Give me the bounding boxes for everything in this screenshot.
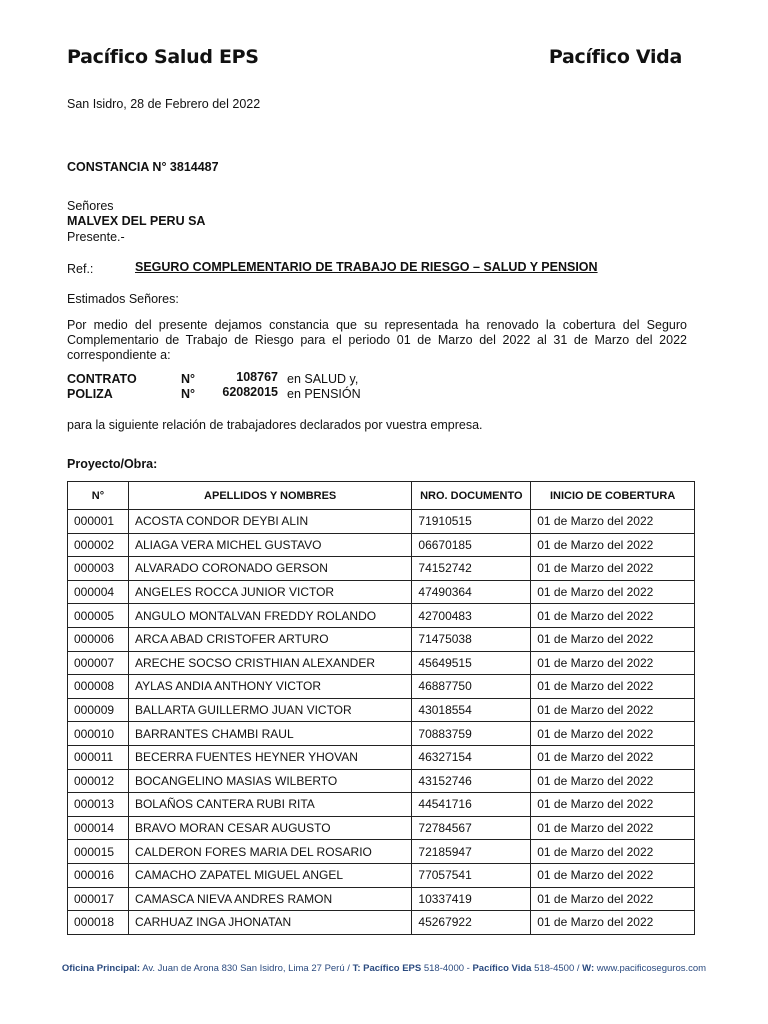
coverage-start: 01 de Marzo del 2022	[531, 510, 695, 534]
document-number: 46887750	[412, 675, 531, 699]
table-header-row	[68, 482, 695, 510]
ref-title: SEGURO COMPLEMENTARIO DE TRABAJO DE RIESGO – SALUD Y PENSION	[135, 260, 598, 274]
worker-name: ALIAGA VERA MICHEL GUSTAVO	[128, 533, 411, 557]
coverage-start: 01 de Marzo del 2022	[531, 793, 695, 817]
row-number: 000018	[68, 911, 129, 935]
footer-eps-label: Pacífico EPS	[363, 963, 422, 974]
worker-name: CARHUAZ INGA JHONATAN	[128, 911, 411, 935]
table-row	[68, 510, 695, 534]
brand-pacifico-vida: Pacífico Vida	[548, 46, 682, 68]
policy-suffix: en PENSIÓN	[287, 387, 361, 401]
document-number: 72784567	[412, 816, 531, 840]
coverage-start: 01 de Marzo del 2022	[531, 698, 695, 722]
row-number: 000003	[68, 557, 129, 581]
row-number: 000013	[68, 793, 129, 817]
footer-eps-phone: 518-4000	[423, 963, 465, 974]
table-row	[68, 604, 695, 628]
document-number: 06670185	[412, 533, 531, 557]
table-row	[68, 533, 695, 557]
document-number: 71475038	[412, 627, 531, 651]
coverage-start: 01 de Marzo del 2022	[531, 911, 695, 935]
worker-name: BOCANGELINO MASIAS WILBERTO	[128, 769, 411, 793]
document-number: 44541716	[412, 793, 531, 817]
workers-table	[67, 481, 695, 935]
table-row	[68, 769, 695, 793]
document-number: 43152746	[412, 769, 531, 793]
coverage-start: 01 de Marzo del 2022	[531, 580, 695, 604]
footer-phone-label: T:	[352, 963, 361, 974]
worker-name: CAMACHO ZAPATEL MIGUEL ANGEL	[128, 863, 411, 887]
row-number: 000008	[68, 675, 129, 699]
policy-n-symbol: N°	[181, 387, 196, 401]
row-number: 000014	[68, 816, 129, 840]
row-number: 000011	[68, 745, 129, 769]
table-row	[68, 793, 695, 817]
worker-name: BRAVO MORAN CESAR AUGUSTO	[128, 816, 411, 840]
column-header-coverage-start: INICIO DE COBERTURA	[531, 482, 695, 510]
greeting: Estimados Señores:	[67, 292, 179, 306]
company-name: MALVEX DEL PERU SA	[67, 214, 206, 228]
document-number: 45649515	[412, 651, 531, 675]
row-number: 000006	[68, 627, 129, 651]
coverage-start: 01 de Marzo del 2022	[531, 769, 695, 793]
coverage-start: 01 de Marzo del 2022	[531, 863, 695, 887]
worker-name: ALVARADO CORONADO GERSON	[128, 557, 411, 581]
column-header-names: APELLIDOS Y NOMBRES	[128, 482, 411, 510]
row-number: 000015	[68, 840, 129, 864]
coverage-start: 01 de Marzo del 2022	[531, 651, 695, 675]
coverage-start: 01 de Marzo del 2022	[531, 722, 695, 746]
table-row	[68, 651, 695, 675]
worker-name: ARCA ABAD CRISTOFER ARTURO	[128, 627, 411, 651]
project-label: Proyecto/Obra:	[67, 457, 158, 471]
table-row	[68, 675, 695, 699]
worker-name: ACOSTA CONDOR DEYBI ALIN	[128, 510, 411, 534]
document-number: 77057541	[412, 863, 531, 887]
document-number: 43018554	[412, 698, 531, 722]
column-header-document: NRO. DOCUMENTO	[412, 482, 531, 510]
footer-separator: /	[576, 963, 580, 974]
worker-name: ANGULO MONTALVAN FREDDY ROLANDO	[128, 604, 411, 628]
footer-separator: /	[347, 963, 350, 974]
row-number: 000004	[68, 580, 129, 604]
date-line: San Isidro, 28 de Febrero del 2022	[67, 97, 261, 111]
policy-n-symbol: N°	[181, 372, 196, 386]
table-row	[68, 580, 695, 604]
table-row	[68, 557, 695, 581]
table-row	[68, 816, 695, 840]
worker-name: BALLARTA GUILLERMO JUAN VICTOR	[128, 698, 411, 722]
constancia-number: CONSTANCIA N° 3814487	[67, 160, 219, 174]
worker-name: BOLAÑOS CANTERA RUBI RITA	[128, 793, 411, 817]
coverage-start: 01 de Marzo del 2022	[531, 627, 695, 651]
document-number: 42700483	[412, 604, 531, 628]
column-header-number: N°	[68, 482, 129, 510]
footer-vida-phone: 518-4500	[534, 963, 575, 974]
table-row	[68, 840, 695, 864]
coverage-start: 01 de Marzo del 2022	[531, 887, 695, 911]
footer-separator: -	[466, 963, 470, 974]
worker-name: CAMASCA NIEVA ANDRES RAMON	[128, 887, 411, 911]
document-number: 10337419	[412, 887, 531, 911]
worker-name: BARRANTES CHAMBI RAUL	[128, 722, 411, 746]
worker-name: CALDERON FORES MARIA DEL ROSARIO	[128, 840, 411, 864]
table-body	[68, 510, 695, 935]
row-number: 000017	[68, 887, 129, 911]
footer-website: www.pacificoseguros.com	[596, 963, 707, 974]
document-number: 45267922	[412, 911, 531, 935]
table-row	[68, 887, 695, 911]
brand-pacifico-salud-eps: Pacífico Salud EPS	[67, 46, 259, 68]
row-number: 000001	[68, 510, 129, 534]
document-number: 72185947	[412, 840, 531, 864]
coverage-start: 01 de Marzo del 2022	[531, 533, 695, 557]
coverage-start: 01 de Marzo del 2022	[531, 604, 695, 628]
document-number: 46327154	[412, 745, 531, 769]
footer-office-label: Oficina Principal:	[61, 963, 141, 974]
document-number: 70883759	[412, 722, 531, 746]
worker-name: ANGELES ROCCA JUNIOR VICTOR	[128, 580, 411, 604]
presente: Presente.-	[67, 230, 125, 244]
table-row	[68, 627, 695, 651]
row-number: 000007	[68, 651, 129, 675]
coverage-start: 01 de Marzo del 2022	[531, 816, 695, 840]
ref-label: Ref.:	[67, 262, 94, 276]
coverage-start: 01 de Marzo del 2022	[531, 840, 695, 864]
coverage-start: 01 de Marzo del 2022	[531, 745, 695, 769]
salutation: Señores	[67, 199, 114, 213]
row-number: 000012	[68, 769, 129, 793]
row-number: 000016	[68, 863, 129, 887]
body-paragraph: Por medio del presente dejamos constancia que su representada ha renovado la cobertura del Seguro Complementario de Trabajo de Riesgo para el periodo 01 de Marzo del 2022 al 31 de Marzo del 2022 correspondiente a:	[67, 318, 687, 362]
table-row	[68, 745, 695, 769]
footer-web-label: W:	[582, 963, 595, 974]
footer-address: Av. Juan de Arona 830 San Isidro, Lima 27 Perú	[142, 963, 345, 974]
policy-number: 108767	[236, 370, 278, 384]
row-number: 000009	[68, 698, 129, 722]
policy-label: POLIZA	[67, 387, 113, 401]
footer-vida-label: Pacífico Vida	[472, 963, 532, 974]
policy-label: CONTRATO	[67, 372, 137, 386]
worker-name: ARECHE SOCSO CRISTHIAN ALEXANDER	[128, 651, 411, 675]
coverage-start: 01 de Marzo del 2022	[531, 557, 695, 581]
worker-name: BECERRA FUENTES HEYNER YHOVAN	[128, 745, 411, 769]
table-row	[68, 698, 695, 722]
document-number: 47490364	[412, 580, 531, 604]
document-number: 71910515	[412, 510, 531, 534]
policy-number: 62082015	[222, 385, 278, 399]
relation-text: para la siguiente relación de trabajadores declarados por vuestra empresa.	[67, 418, 483, 432]
row-number: 000002	[68, 533, 129, 557]
footer-contact	[0, 963, 768, 974]
policy-suffix: en SALUD y,	[287, 372, 359, 386]
table-row	[68, 722, 695, 746]
row-number: 000005	[68, 604, 129, 628]
row-number: 000010	[68, 722, 129, 746]
table-row	[68, 863, 695, 887]
document-number: 74152742	[412, 557, 531, 581]
coverage-start: 01 de Marzo del 2022	[531, 675, 695, 699]
table-row	[68, 911, 695, 935]
worker-name: AYLAS ANDIA ANTHONY VICTOR	[128, 675, 411, 699]
